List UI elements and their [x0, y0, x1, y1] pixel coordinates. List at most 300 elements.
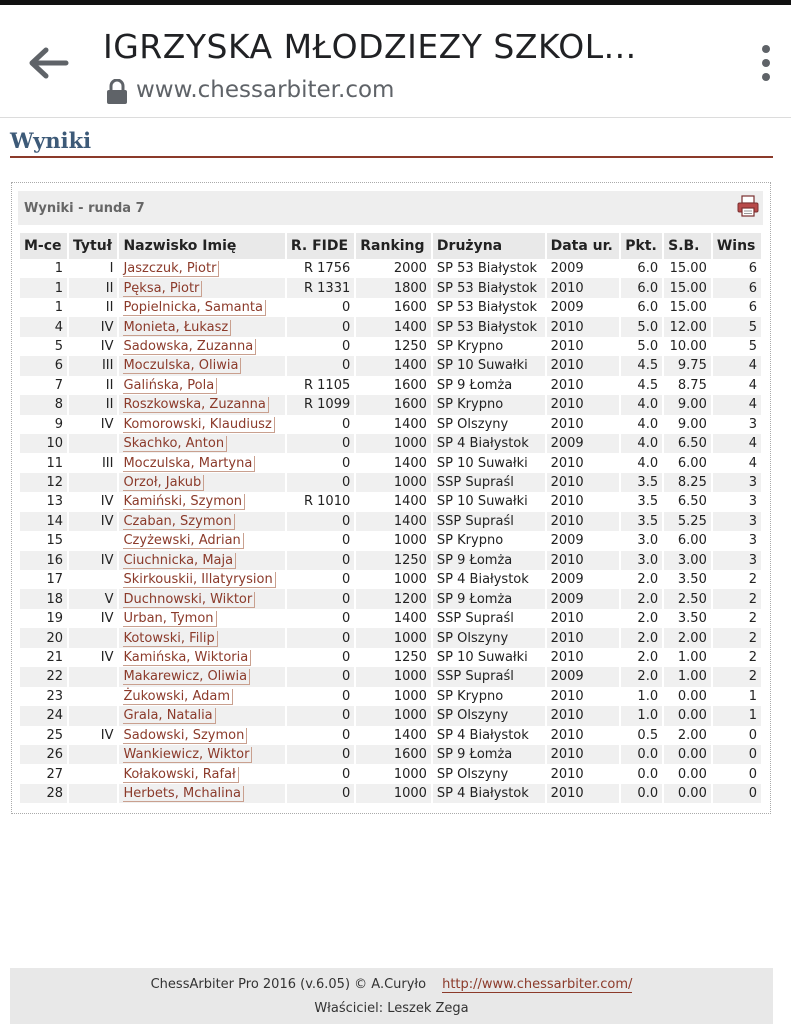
cell-sb: 2.50 — [663, 589, 712, 608]
cell-title — [68, 784, 118, 803]
cell-fide: 0 — [286, 531, 355, 550]
cell-points: 4.0 — [620, 434, 663, 453]
cell-place: 12 — [20, 473, 68, 492]
cell-place: 11 — [20, 453, 68, 472]
cell-ranking: 1250 — [355, 337, 432, 356]
cell-points: 0.0 — [620, 745, 663, 764]
section-heading: Wyniki — [10, 128, 92, 153]
cell-points: 5.0 — [620, 317, 663, 336]
cell-title: II — [68, 395, 118, 414]
cell-sb: 0.00 — [663, 784, 712, 803]
cell-place: 16 — [20, 551, 68, 570]
cell-ranking: 1800 — [355, 278, 432, 297]
cell-ranking: 1000 — [355, 473, 432, 492]
col-header-points: Pkt. — [620, 233, 663, 259]
cell-fide: 0 — [286, 473, 355, 492]
table-row — [20, 278, 762, 297]
cell-title: II — [68, 376, 118, 395]
cell-place: 25 — [20, 726, 68, 745]
cell-wins: 3 — [712, 415, 762, 434]
cell-wins: 4 — [712, 356, 762, 375]
table-row — [20, 434, 762, 453]
player-link[interactable]: Kamińska, Wiktoria — [123, 650, 251, 666]
cell-sb: 3.50 — [663, 570, 712, 589]
table-row — [20, 376, 762, 395]
cell-ranking: 1400 — [355, 317, 432, 336]
cell-ranking: 1000 — [355, 687, 432, 706]
table-row — [20, 745, 762, 764]
cell-fide: 0 — [286, 415, 355, 434]
table-row — [20, 667, 762, 686]
player-link[interactable]: Skirkouskii, Illatyrysion — [123, 572, 275, 588]
player-link[interactable]: Popielnicka, Samanta — [123, 300, 265, 316]
cell-title: IV — [68, 648, 118, 667]
table-row — [20, 395, 762, 414]
table-row — [20, 531, 762, 550]
cell-place: 28 — [20, 784, 68, 803]
back-arrow-icon[interactable] — [26, 45, 70, 81]
cell-sb: 1.00 — [663, 648, 712, 667]
cell-name — [118, 298, 285, 317]
table-row — [20, 589, 762, 608]
cell-place: 26 — [20, 745, 68, 764]
player-link[interactable]: Komorowski, Klaudiusz — [123, 417, 274, 433]
cell-ranking: 1600 — [355, 376, 432, 395]
cell-wins: 5 — [712, 337, 762, 356]
cell-name — [118, 512, 285, 531]
player-link[interactable]: Urban, Tymon — [123, 611, 216, 627]
cell-birth: 2010 — [546, 726, 621, 745]
cell-name — [118, 706, 285, 725]
cell-wins: 4 — [712, 434, 762, 453]
cell-ranking: 1600 — [355, 395, 432, 414]
cell-sb: 0.00 — [663, 764, 712, 783]
cell-name — [118, 745, 285, 764]
player-link[interactable]: Pęksa, Piotr — [123, 281, 202, 297]
cell-birth: 2010 — [546, 415, 621, 434]
table-row — [20, 337, 762, 356]
cell-wins: 3 — [712, 531, 762, 550]
cell-birth: 2010 — [546, 551, 621, 570]
cell-ranking: 1600 — [355, 298, 432, 317]
cell-wins: 4 — [712, 395, 762, 414]
cell-title: IV — [68, 726, 118, 745]
table-row — [20, 609, 762, 628]
cell-name — [118, 395, 285, 414]
cell-fide: 0 — [286, 512, 355, 531]
cell-ranking: 1400 — [355, 512, 432, 531]
cell-birth: 2010 — [546, 376, 621, 395]
cell-name — [118, 473, 285, 492]
cell-birth: 2010 — [546, 648, 621, 667]
player-link[interactable]: Herbets, Mchalina — [123, 786, 244, 802]
cell-name — [118, 531, 285, 550]
cell-name — [118, 648, 285, 667]
cell-points: 2.0 — [620, 667, 663, 686]
cell-ranking: 1000 — [355, 628, 432, 647]
cell-title: IV — [68, 609, 118, 628]
cell-name — [118, 415, 285, 434]
cell-wins: 3 — [712, 512, 762, 531]
cell-wins: 6 — [712, 298, 762, 317]
cell-ranking: 1600 — [355, 745, 432, 764]
cell-ranking: 2000 — [355, 259, 432, 278]
cell-fide: 0 — [286, 745, 355, 764]
player-link[interactable]: Skachko, Anton — [123, 436, 227, 452]
cell-team: SP 53 Białystok — [432, 278, 546, 297]
cell-wins: 6 — [712, 278, 762, 297]
player-link[interactable]: Czaban, Szymon — [123, 514, 234, 530]
cell-points: 0.5 — [620, 726, 663, 745]
cell-fide: 0 — [286, 706, 355, 725]
cell-fide: 0 — [286, 784, 355, 803]
cell-title — [68, 706, 118, 725]
cell-ranking: 1000 — [355, 784, 432, 803]
cell-place: 13 — [20, 492, 68, 511]
cell-fide: R 1010 — [286, 492, 355, 511]
cell-name — [118, 726, 285, 745]
table-header-row — [20, 233, 762, 259]
cell-place: 20 — [20, 628, 68, 647]
col-header-ranking: Ranking — [355, 233, 432, 259]
cell-birth: 2009 — [546, 298, 621, 317]
more-vert-icon[interactable] — [757, 45, 775, 89]
cell-wins: 0 — [712, 745, 762, 764]
cell-place: 1 — [20, 259, 68, 278]
cell-birth: 2010 — [546, 628, 621, 647]
cell-points: 2.0 — [620, 589, 663, 608]
cell-birth: 2010 — [546, 317, 621, 336]
table-row — [20, 784, 762, 803]
cell-birth: 2009 — [546, 570, 621, 589]
cell-fide: 0 — [286, 609, 355, 628]
lock-icon — [106, 79, 128, 105]
cell-ranking: 1000 — [355, 434, 432, 453]
player-link[interactable]: Roszkowska, Zuzanna — [123, 397, 268, 413]
cell-title: IV — [68, 415, 118, 434]
cell-birth: 2010 — [546, 337, 621, 356]
cell-sb: 12.00 — [663, 317, 712, 336]
table-row — [20, 298, 762, 317]
col-header-place: M-ce — [20, 233, 68, 259]
cell-ranking: 1400 — [355, 609, 432, 628]
cell-ranking: 1400 — [355, 492, 432, 511]
col-header-birth: Data ur. — [546, 233, 621, 259]
cell-birth: 2010 — [546, 609, 621, 628]
cell-sb: 8.25 — [663, 473, 712, 492]
cell-birth: 2010 — [546, 687, 621, 706]
cell-team: SP 9 Łomża — [432, 589, 546, 608]
cell-team: SP 9 Łomża — [432, 745, 546, 764]
cell-team: SP Krypno — [432, 531, 546, 550]
cell-points: 3.0 — [620, 551, 663, 570]
cell-ranking: 1000 — [355, 531, 432, 550]
footer-owner: Właściciel: Leszek Zega — [314, 1001, 469, 1016]
cell-sb: 0.00 — [663, 745, 712, 764]
results-panel — [11, 182, 771, 814]
cell-wins: 2 — [712, 648, 762, 667]
cell-fide: 0 — [286, 589, 355, 608]
cell-fide: R 1756 — [286, 259, 355, 278]
cell-sb: 6.50 — [663, 434, 712, 453]
cell-team: SP Krypno — [432, 337, 546, 356]
cell-name — [118, 376, 285, 395]
cell-title — [68, 434, 118, 453]
cell-ranking: 1400 — [355, 453, 432, 472]
cell-place: 7 — [20, 376, 68, 395]
cell-name — [118, 764, 285, 783]
cell-title — [68, 745, 118, 764]
cell-sb: 8.75 — [663, 376, 712, 395]
player-link[interactable]: Sadowska, Zuzanna — [123, 339, 256, 355]
cell-fide: R 1099 — [286, 395, 355, 414]
browser-toolbar — [0, 5, 791, 118]
cell-birth: 2010 — [546, 395, 621, 414]
player-link[interactable]: Kamiński, Szymon — [123, 494, 245, 510]
cell-title — [68, 667, 118, 686]
cell-place: 21 — [20, 648, 68, 667]
cell-place: 18 — [20, 589, 68, 608]
cell-sb: 6.50 — [663, 492, 712, 511]
cell-birth: 2010 — [546, 745, 621, 764]
cell-team: SP 10 Suwałki — [432, 356, 546, 375]
cell-points: 3.5 — [620, 512, 663, 531]
cell-points: 4.5 — [620, 376, 663, 395]
cell-team: SP Olszyny — [432, 764, 546, 783]
col-header-sb: S.B. — [663, 233, 712, 259]
cell-wins: 3 — [712, 473, 762, 492]
cell-fide: 0 — [286, 570, 355, 589]
cell-title — [68, 473, 118, 492]
player-link[interactable]: Galińska, Pola — [123, 378, 217, 394]
col-header-title: Tytuł — [68, 233, 118, 259]
cell-team: SSP Supraśl — [432, 609, 546, 628]
player-link[interactable]: Wankiewicz, Wiktor — [123, 747, 252, 763]
cell-wins: 1 — [712, 687, 762, 706]
cell-title: IV — [68, 492, 118, 511]
table-row — [20, 706, 762, 725]
cell-fide: R 1105 — [286, 376, 355, 395]
cell-ranking: 1250 — [355, 648, 432, 667]
cell-name — [118, 570, 285, 589]
cell-wins: 0 — [712, 726, 762, 745]
cell-points: 1.0 — [620, 706, 663, 725]
cell-points: 3.5 — [620, 492, 663, 511]
player-link[interactable]: Moczulska, Oliwia — [123, 358, 241, 374]
cell-team: SP 4 Białystok — [432, 434, 546, 453]
cell-name — [118, 687, 285, 706]
footer — [10, 968, 773, 1024]
cell-sb: 9.00 — [663, 395, 712, 414]
cell-points: 4.0 — [620, 415, 663, 434]
cell-name — [118, 551, 285, 570]
cell-place: 24 — [20, 706, 68, 725]
cell-title: I — [68, 259, 118, 278]
table-row — [20, 764, 762, 783]
player-link[interactable]: Kotowski, Filip — [123, 631, 217, 647]
table-row — [20, 317, 762, 336]
cell-birth: 2010 — [546, 278, 621, 297]
cell-title: V — [68, 589, 118, 608]
player-link[interactable]: Grala, Natalia — [123, 708, 215, 724]
cell-sb: 2.00 — [663, 726, 712, 745]
player-link[interactable]: Czyżewski, Adrian — [123, 533, 243, 549]
panel-header — [18, 191, 763, 225]
cell-name — [118, 784, 285, 803]
cell-team: SSP Supraśl — [432, 473, 546, 492]
cell-points: 0.0 — [620, 764, 663, 783]
cell-team: SP 53 Białystok — [432, 259, 546, 278]
cell-sb: 3.00 — [663, 551, 712, 570]
cell-place: 1 — [20, 298, 68, 317]
cell-wins: 6 — [712, 259, 762, 278]
player-link[interactable]: Monieta, Łukasz — [123, 320, 231, 336]
col-header-wins: Wins — [712, 233, 762, 259]
cell-team: SP 53 Białystok — [432, 298, 546, 317]
cell-title: IV — [68, 317, 118, 336]
cell-title: II — [68, 298, 118, 317]
cell-place: 17 — [20, 570, 68, 589]
player-link[interactable]: Duchnowski, Wiktor — [123, 592, 255, 608]
player-link[interactable]: Kołakowski, Rafał — [123, 767, 238, 783]
cell-fide: 0 — [286, 628, 355, 647]
col-header-name: Nazwisko Imię — [118, 233, 285, 259]
cell-fide: 0 — [286, 667, 355, 686]
page-title: IGRZYSKA MŁODZIEZY SZKOL... — [103, 27, 637, 66]
cell-ranking: 1250 — [355, 551, 432, 570]
player-link[interactable]: Makarewicz, Oliwia — [123, 669, 250, 685]
cell-team: SP 53 Białystok — [432, 317, 546, 336]
cell-sb: 5.25 — [663, 512, 712, 531]
cell-birth: 2010 — [546, 356, 621, 375]
cell-team: SP Olszyny — [432, 415, 546, 434]
player-link[interactable]: Jaszczuk, Piotr — [123, 261, 219, 277]
panel-title: Wyniki - runda 7 — [24, 201, 145, 216]
cell-birth: 2010 — [546, 706, 621, 725]
cell-place: 27 — [20, 764, 68, 783]
cell-wins: 3 — [712, 551, 762, 570]
cell-birth: 2010 — [546, 512, 621, 531]
cell-title: IV — [68, 337, 118, 356]
cell-sb: 9.75 — [663, 356, 712, 375]
print-icon[interactable] — [737, 195, 759, 217]
cell-place: 19 — [20, 609, 68, 628]
cell-team: SP Olszyny — [432, 706, 546, 725]
cell-ranking: 1400 — [355, 356, 432, 375]
cell-ranking: 1000 — [355, 570, 432, 589]
player-link[interactable]: Sadowski, Szymon — [123, 728, 247, 744]
cell-fide: 0 — [286, 648, 355, 667]
cell-place: 15 — [20, 531, 68, 550]
cell-birth: 2010 — [546, 453, 621, 472]
footer-credit: ChessArbiter Pro 2016 (v.6.05) © A.Curyło — [150, 977, 427, 992]
cell-name — [118, 434, 285, 453]
cell-ranking: 1200 — [355, 589, 432, 608]
col-header-fide: R. FIDE — [286, 233, 355, 259]
table-row — [20, 473, 762, 492]
cell-team: SP 10 Suwałki — [432, 453, 546, 472]
cell-birth: 2010 — [546, 764, 621, 783]
cell-fide: 0 — [286, 317, 355, 336]
cell-fide: 0 — [286, 764, 355, 783]
cell-place: 10 — [20, 434, 68, 453]
player-link[interactable]: Ciuchnicka, Maja — [123, 553, 236, 569]
cell-sb: 2.00 — [663, 628, 712, 647]
cell-team: SP 4 Białystok — [432, 570, 546, 589]
cell-birth: 2009 — [546, 434, 621, 453]
cell-points: 1.0 — [620, 687, 663, 706]
table-row — [20, 512, 762, 531]
cell-place: 1 — [20, 278, 68, 297]
cell-wins: 2 — [712, 589, 762, 608]
cell-title — [68, 531, 118, 550]
cell-title: III — [68, 356, 118, 375]
cell-team: SP 10 Suwałki — [432, 648, 546, 667]
table-row — [20, 570, 762, 589]
cell-ranking: 1000 — [355, 667, 432, 686]
footer-line — [10, 977, 773, 992]
cell-title: II — [68, 278, 118, 297]
cell-name — [118, 356, 285, 375]
cell-team: SP Olszyny — [432, 628, 546, 647]
table-row — [20, 648, 762, 667]
cell-team: SP 10 Suwałki — [432, 492, 546, 511]
player-link[interactable]: Moczulska, Martyna — [123, 456, 255, 472]
cell-name — [118, 609, 285, 628]
cell-team: SSP Supraśl — [432, 512, 546, 531]
cell-sb: 10.00 — [663, 337, 712, 356]
cell-team: SSP Supraśl — [432, 667, 546, 686]
cell-points: 2.0 — [620, 570, 663, 589]
cell-ranking: 1000 — [355, 764, 432, 783]
cell-wins: 2 — [712, 609, 762, 628]
cell-name — [118, 589, 285, 608]
footer-link[interactable]: http://www.chessarbiter.com/ — [442, 977, 633, 992]
cell-birth: 2009 — [546, 589, 621, 608]
cell-points: 3.5 — [620, 473, 663, 492]
table-row — [20, 726, 762, 745]
cell-team: SP Krypno — [432, 687, 546, 706]
cell-name — [118, 278, 285, 297]
cell-ranking: 1000 — [355, 706, 432, 725]
cell-wins: 1 — [712, 706, 762, 725]
table-row — [20, 492, 762, 511]
cell-sb: 0.00 — [663, 706, 712, 725]
cell-fide: 0 — [286, 551, 355, 570]
cell-wins: 2 — [712, 667, 762, 686]
cell-title — [68, 687, 118, 706]
cell-place: 23 — [20, 687, 68, 706]
cell-sb: 6.00 — [663, 453, 712, 472]
table-row — [20, 687, 762, 706]
url-bar[interactable]: www.chessarbiter.com — [136, 77, 395, 103]
player-link[interactable]: Żukowski, Adam — [123, 689, 233, 705]
player-link[interactable]: Orzoł, Jakub — [123, 475, 204, 491]
cell-wins: 3 — [712, 492, 762, 511]
cell-sb: 1.00 — [663, 667, 712, 686]
cell-wins: 4 — [712, 376, 762, 395]
cell-place: 14 — [20, 512, 68, 531]
cell-sb: 15.00 — [663, 259, 712, 278]
cell-wins: 2 — [712, 570, 762, 589]
cell-wins: 4 — [712, 453, 762, 472]
cell-place: 6 — [20, 356, 68, 375]
results-table — [20, 233, 763, 803]
cell-wins: 0 — [712, 764, 762, 783]
cell-points: 6.0 — [620, 278, 663, 297]
cell-title — [68, 628, 118, 647]
cell-birth: 2010 — [546, 473, 621, 492]
